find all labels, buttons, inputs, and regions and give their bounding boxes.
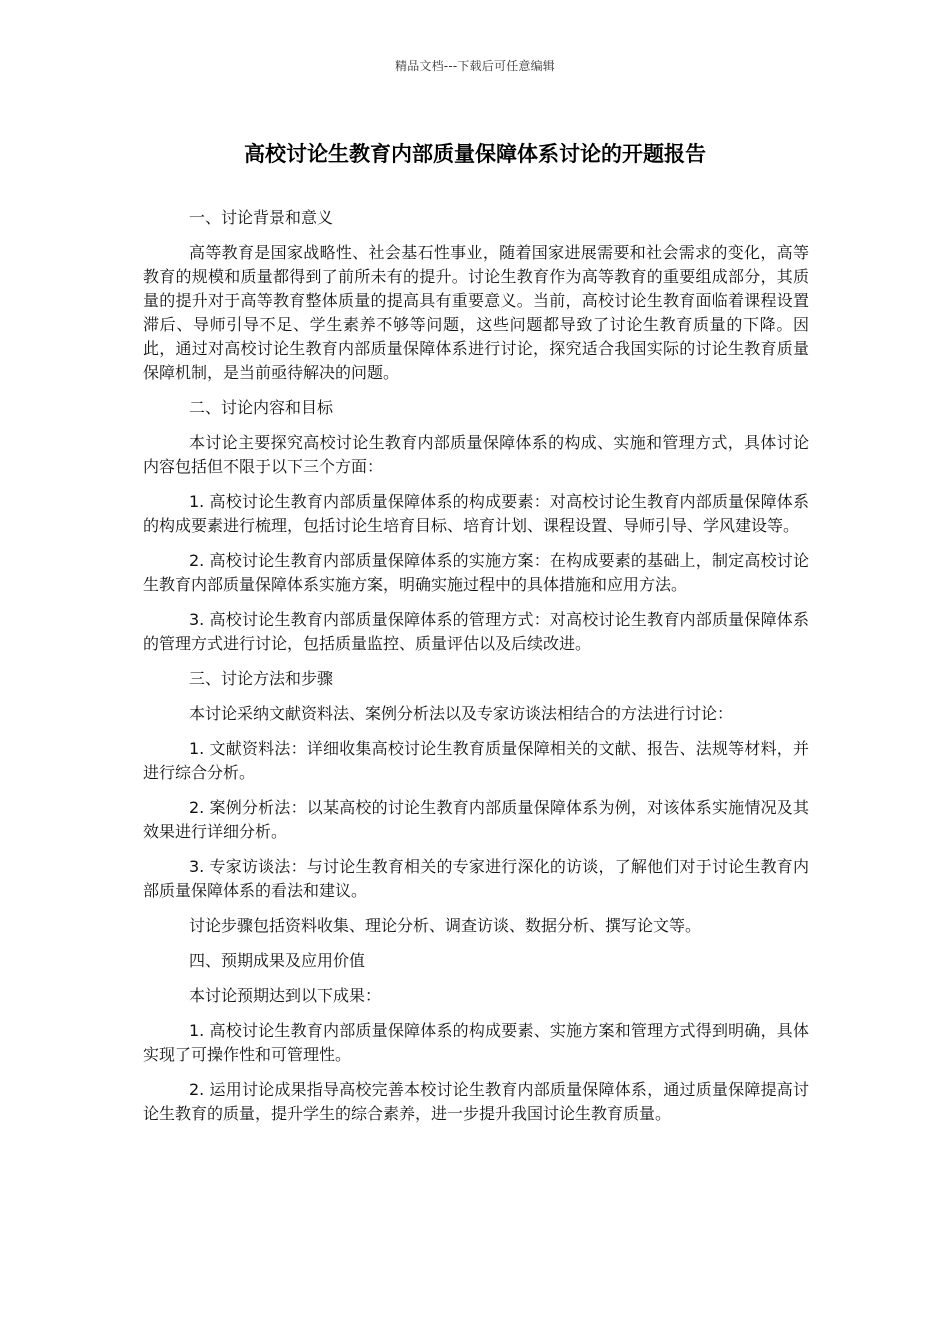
section-heading-content: 二、讨论内容和目标	[189, 398, 334, 417]
list-item-method-1: 1. 文献资料法：详细收集高校讨论生教育质量保障相关的文献、报告、法规等材料，并进行综合分析。	[143, 739, 809, 782]
page-header: 精品文档---下载后可任意编辑	[395, 59, 555, 73]
paragraph-outcomes-intro: 本讨论预期达到以下成果：	[189, 986, 382, 1005]
document-title: 高校讨论生教育内部质量保障体系讨论的开题报告	[244, 142, 706, 166]
list-item-outcome-2: 2. 运用讨论成果指导高校完善本校讨论生教育内部质量保障体系，通过质量保障提高讨论生教育的质量，提升学生的综合素养，进一步提升我国讨论生教育质量。	[143, 1080, 809, 1123]
list-item-outcome-1: 1. 高校讨论生教育内部质量保障体系的构成要素、实施方案和管理方式得到明确，具体实现了可操作性和可管理性。	[143, 1021, 809, 1064]
list-item-content-1: 1. 高校讨论生教育内部质量保障体系的构成要素：对高校讨论生教育内部质量保障体系的构成要素进行梳理，包括讨论生培育目标、培育计划、课程设置、导师引导、学风建设等。	[143, 492, 809, 535]
section-heading-methods: 三、讨论方法和步骤	[189, 669, 334, 688]
paragraph-steps: 讨论步骤包括资料收集、理论分析、调查访谈、数据分析、撰写论文等。	[189, 916, 702, 935]
paragraph-methods-intro: 本讨论采纳文献资料法、案例分析法以及专家访谈法相结合的方法进行讨论：	[189, 704, 734, 723]
list-item-content-3: 3. 高校讨论生教育内部质量保障体系的管理方式：对高校讨论生教育内部质量保障体系的管理方式进行讨论，包括质量监控、质量评估以及后续改进。	[143, 610, 809, 653]
paragraph-background: 高等教育是国家战略性、社会基石性事业，随着国家进展需要和社会需求的变化，高等教育的规模和质量都得到了前所未有的提升。讨论生教育作为高等教育的重要组成部分，其质量的提升对于高等教育整体质量的提高具有重要意义。当前，高校讨论生教育面临着课程设置滞后、导师引导不足、学生素养不够等问题，这些问题都导致了讨论生教育质量的下降。因此，通过对高校讨论生教育内部质量保障体系进行讨论，探究适合我国实际的讨论生教育质量保障机制，是当前亟待解决的问题。	[143, 243, 809, 382]
document-body	[143, 206, 809, 1137]
list-item-method-3: 3. 专家访谈法：与讨论生教育相关的专家进行深化的访谈，了解他们对于讨论生教育内部质量保障体系的看法和建议。	[143, 857, 809, 900]
section-heading-outcomes: 四、预期成果及应用价值	[189, 951, 366, 970]
list-item-content-2: 2. 高校讨论生教育内部质量保障体系的实施方案：在构成要素的基础上，制定高校讨论生教育内部质量保障体系实施方案，明确实施过程中的具体措施和应用方法。	[143, 551, 809, 594]
paragraph-content-intro: 本讨论主要探究高校讨论生教育内部质量保障体系的构成、实施和管理方式，具体讨论内容包括但不限于以下三个方面：	[143, 433, 809, 476]
list-item-method-2: 2. 案例分析法：以某高校的讨论生教育内部质量保障体系为例，对该体系实施情况及其效果进行详细分析。	[143, 798, 809, 841]
section-heading-background: 一、讨论背景和意义	[189, 208, 334, 227]
